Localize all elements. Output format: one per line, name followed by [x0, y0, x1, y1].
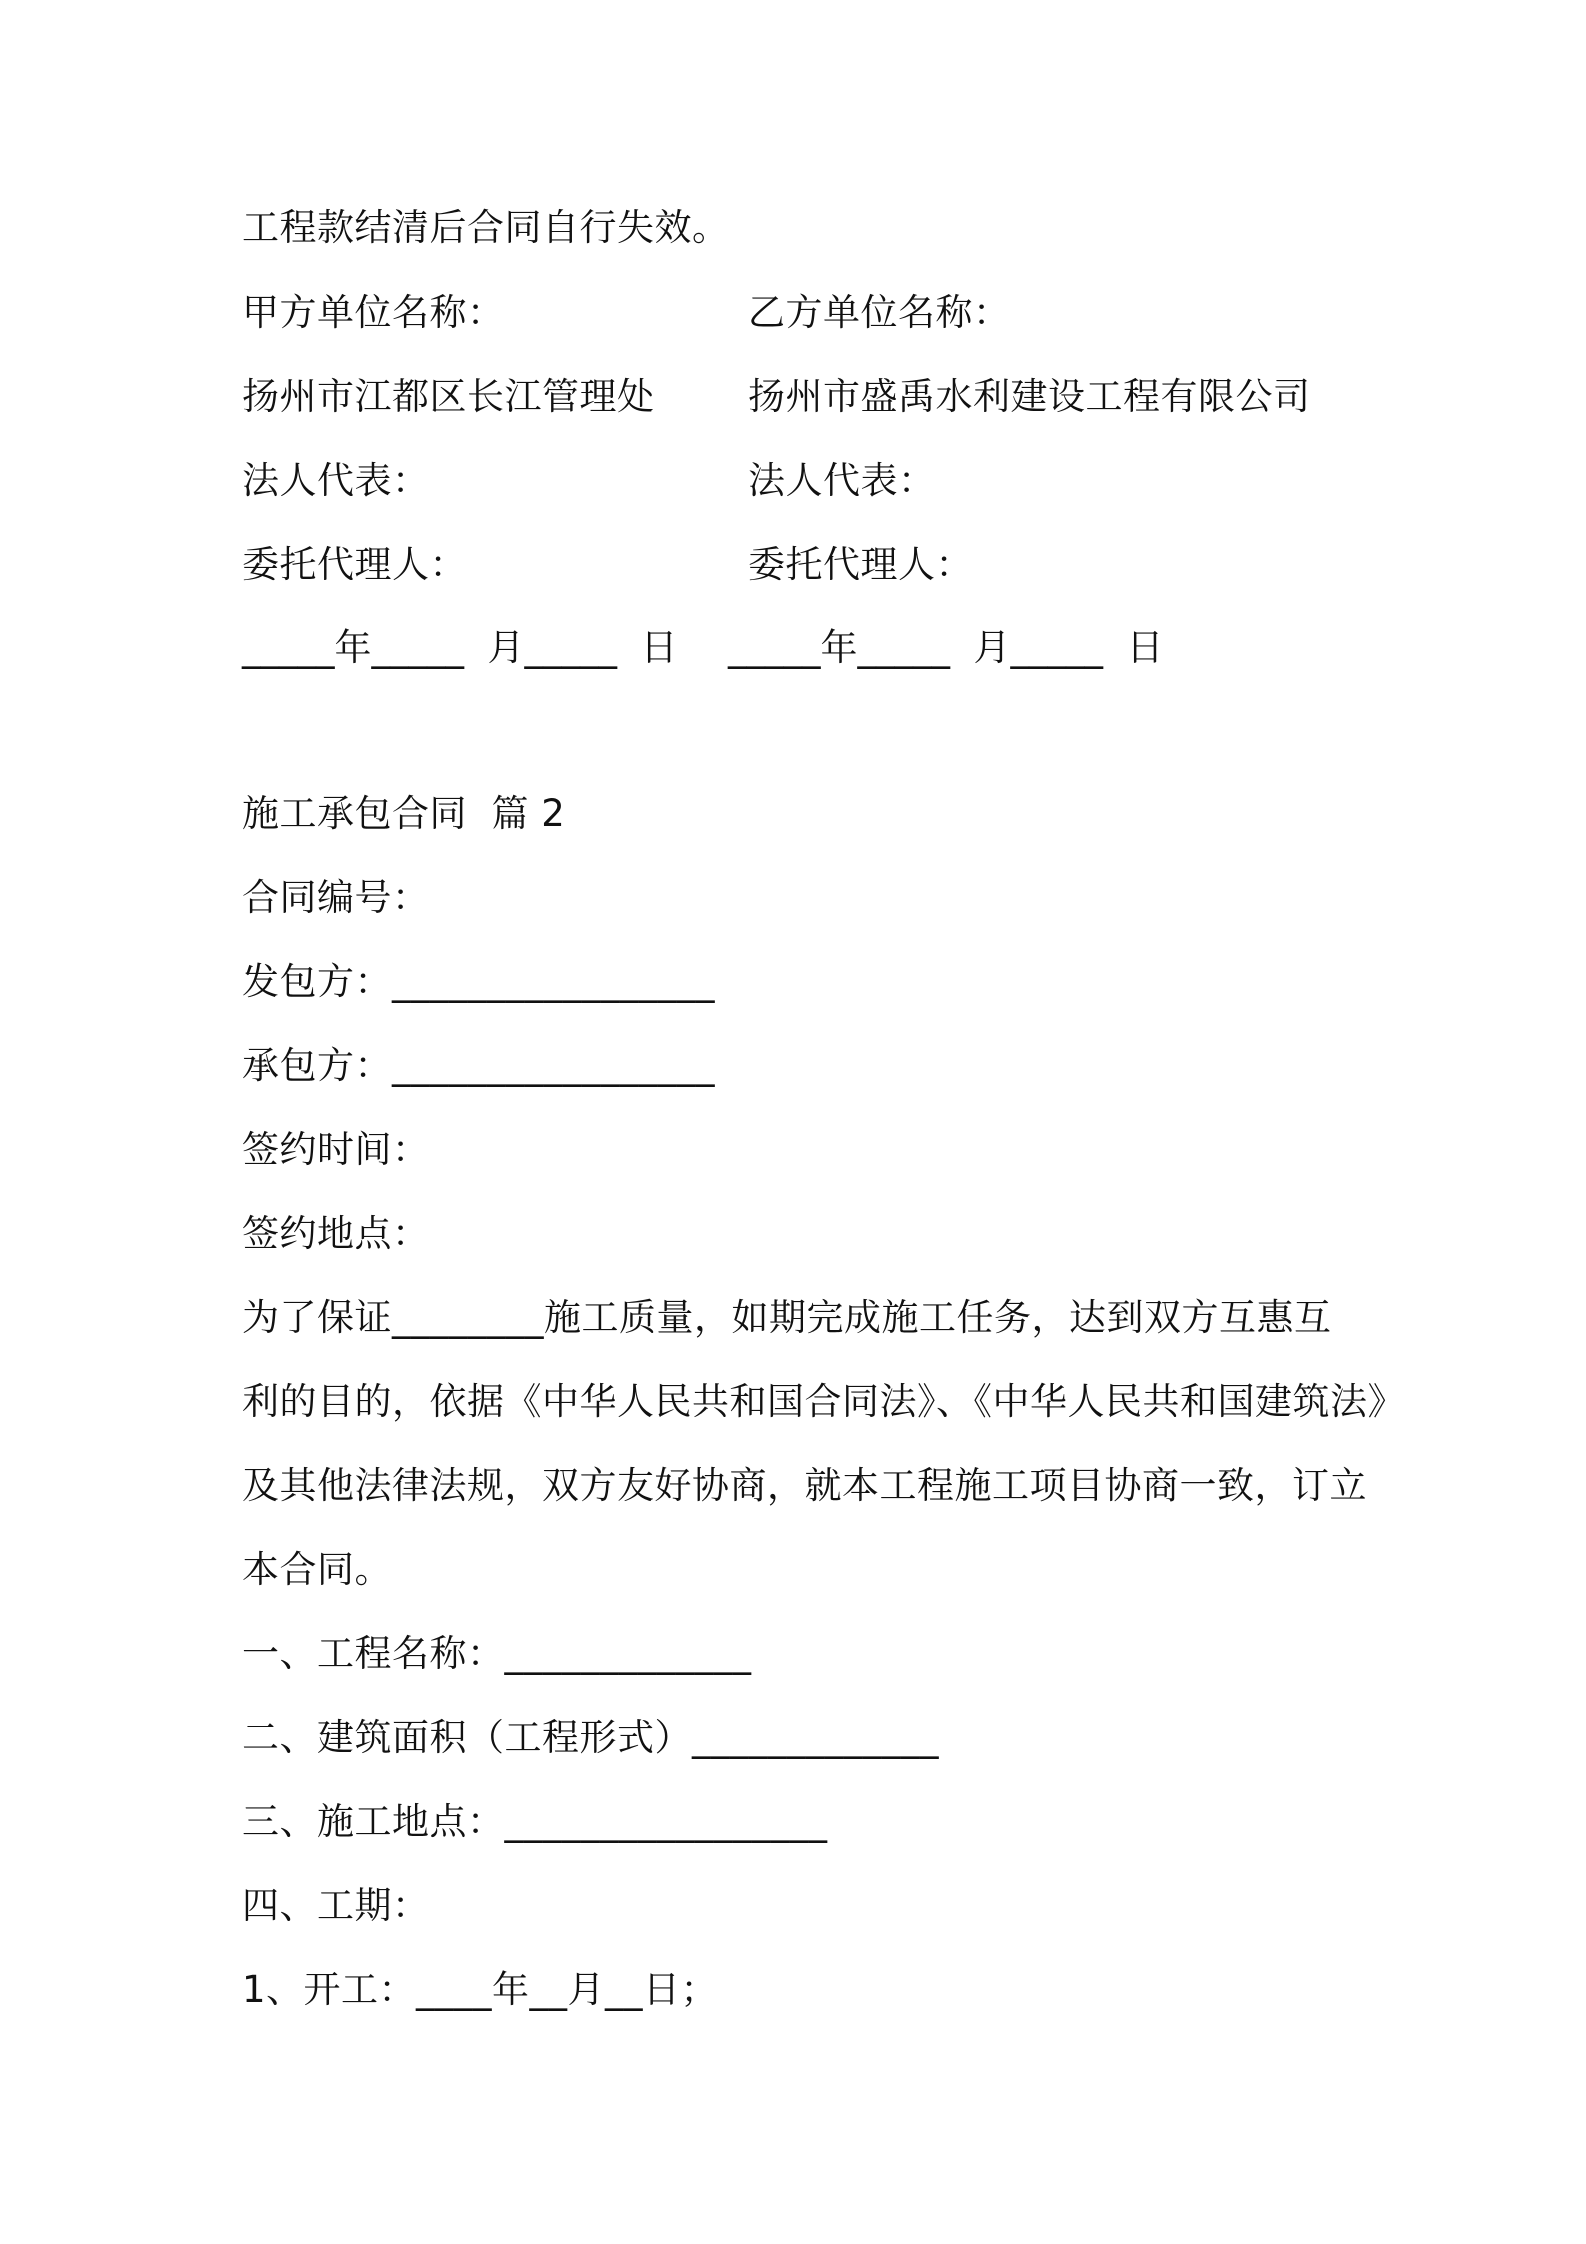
legal-rep-a: 法人代表： [242, 459, 430, 502]
employer-line: 发包方：_________________ [242, 960, 715, 1003]
agent-a: 委托代理人： [242, 543, 467, 586]
date-b: _____年_____ 月_____ 日 [728, 626, 1164, 669]
preamble-line-3: 及其他法律法规，双方友好协商，就本工程施工项目协商一致，订立 [242, 1464, 1367, 1507]
preamble-line-1: 为了保证________施工质量，如期完成施工任务，达到双方互惠互 [242, 1296, 1332, 1339]
closing-line: 工程款结清后合同自行失效。 [242, 206, 730, 249]
sign-place: 签约地点： [242, 1212, 430, 1255]
contract-number: 合同编号： [242, 876, 430, 919]
preamble-line-2: 利的目的，依据《中华人民共和国合同法》、《中华人民共和国建筑法》 [242, 1380, 1405, 1423]
party-b-name: 扬州市盛禹水利建设工程有限公司 [748, 375, 1311, 418]
date-a: _____年_____ 月_____ 日 [242, 626, 678, 669]
item-building-area: 二、建筑面积（工程形式）_____________ [242, 1716, 939, 1759]
party-a-label: 甲方单位名称： [242, 291, 505, 334]
agent-b: 委托代理人： [748, 543, 973, 586]
legal-rep-b: 法人代表： [748, 459, 936, 502]
item-duration: 四、工期： [242, 1884, 430, 1927]
contractor-line: 承包方：_________________ [242, 1044, 715, 1087]
item-site-location: 三、施工地点：_________________ [242, 1800, 828, 1843]
party-a-name: 扬州市江都区长江管理处 [242, 375, 655, 418]
item-project-name: 一、工程名称：_____________ [242, 1632, 752, 1675]
sign-time: 签约时间： [242, 1128, 430, 1171]
item-start-date: 1、开工：____年__月__日； [242, 1968, 719, 2011]
section2-title: 施工承包合同 篇 2 [242, 792, 566, 835]
party-b-label: 乙方单位名称： [748, 291, 1011, 334]
preamble-line-4: 本合同。 [242, 1548, 392, 1591]
